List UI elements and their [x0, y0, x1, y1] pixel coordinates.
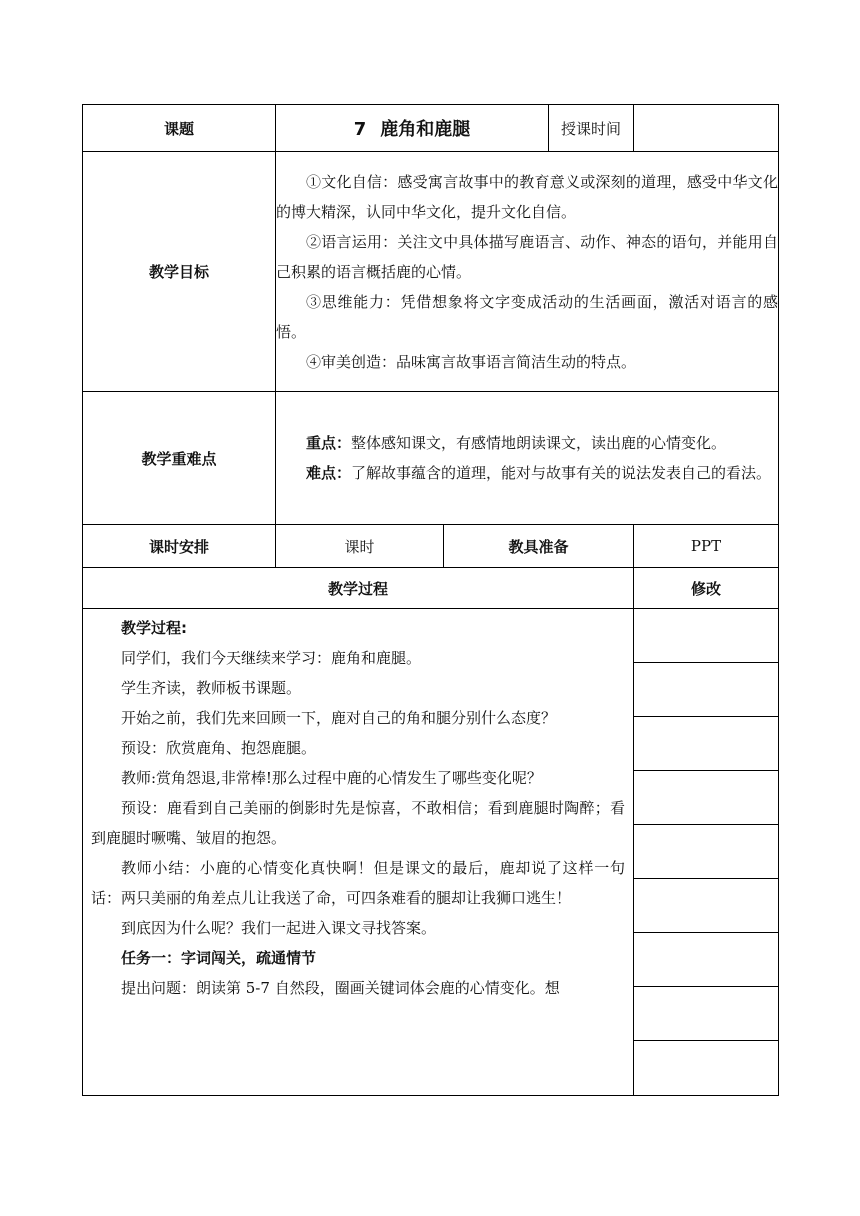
- process-paragraph: 提出问题：朗读第 5-7 自然段，圈画关键词体会鹿的心情变化。想: [121, 979, 560, 997]
- objectives-row: [83, 152, 779, 392]
- edit-box[interactable]: [634, 609, 778, 663]
- edit-box[interactable]: [634, 1041, 778, 1095]
- edit-box[interactable]: [634, 825, 778, 879]
- task-title: 任务一：字词闯关，疏通情节: [121, 949, 317, 967]
- key-points-row: [83, 392, 779, 525]
- key-points-content: [276, 392, 779, 525]
- process-paragraph: 学生齐读，教师板书课题。: [121, 679, 302, 697]
- process-paragraph: 教师:赏角怨退,非常棒!那么过程中鹿的心情发生了哪些变化呢？: [121, 769, 542, 787]
- schedule-row: [83, 525, 779, 568]
- edit-box[interactable]: [634, 879, 778, 933]
- objective-item: ②语言运用：关注文中具体描写鹿语言、动作、神态的语句，并能用自己积累的语言概括鹿的心情。: [276, 232, 778, 281]
- edit-box[interactable]: [634, 771, 778, 825]
- objective-item: ③思维能力：凭借想象将文字变成活动的生活画面，激活对语言的感悟。: [276, 292, 778, 341]
- process-content: [83, 609, 634, 1096]
- edit-header: 修改: [634, 568, 779, 609]
- edit-box[interactable]: [634, 933, 778, 987]
- key-point: [276, 428, 778, 458]
- lesson-plan-table: [82, 104, 779, 1096]
- schedule-value: 课时: [276, 525, 444, 568]
- time-label: 授课时间: [549, 105, 634, 152]
- difficult-point-lead: 难点：: [306, 464, 352, 482]
- key-point-text: 整体感知课文，有感情地朗读课文，读出鹿的心情变化。: [351, 434, 727, 452]
- topic-row: [83, 105, 779, 152]
- edit-box[interactable]: [634, 663, 778, 717]
- edit-box[interactable]: [634, 987, 778, 1041]
- key-points-label: 教学重难点: [83, 392, 276, 525]
- edit-box[interactable]: [634, 717, 778, 771]
- objectives-content: [276, 152, 779, 392]
- lesson-title-cell: [276, 105, 549, 152]
- tools-value: PPT: [634, 525, 779, 568]
- process-paragraph: 预设：鹿看到自己美丽的倒影时先是惊喜，不敢相信；看到鹿腿时陶醉；看到鹿腿时噘嘴、皱眉的抱怨。: [91, 799, 625, 847]
- time-value: [634, 105, 779, 152]
- objectives-label: 教学目标: [83, 152, 276, 392]
- process-intro-lead: 教学过程:: [121, 619, 187, 637]
- key-point-lead: 重点：: [306, 434, 352, 452]
- lesson-title: 鹿角和鹿腿: [380, 119, 471, 140]
- process-paragraph: 教师小结：小鹿的心情变化真快啊！但是课文的最后，鹿却说了这样一句话：两只美丽的角差点儿让我送了命，可四条难看的腿却让我狮口逃生！: [91, 859, 625, 907]
- topic-label: 课题: [83, 105, 276, 152]
- tools-label: 教具准备: [444, 525, 634, 568]
- edit-column: [634, 609, 779, 1096]
- difficult-point-text: 了解故事蕴含的道理，能对与故事有关的说法发表自己的看法。: [351, 464, 772, 482]
- lesson-number: 7: [353, 119, 367, 140]
- schedule-label: 课时安排: [83, 525, 276, 568]
- objective-item: ①文化自信：感受寓言故事中的教育意义或深刻的道理，感受中华文化的博大精深，认同中华文化，提升文化自信。: [276, 172, 778, 221]
- process-header: 教学过程: [83, 568, 634, 609]
- process-intro: [91, 613, 625, 643]
- process-header-row: [83, 568, 779, 609]
- process-paragraph: 开始之前，我们先来回顾一下，鹿对自己的角和腿分别什么态度？: [121, 709, 557, 727]
- process-paragraph: 预设：欣赏鹿角、抱怨鹿腿。: [121, 739, 317, 757]
- difficult-point: [276, 458, 778, 488]
- process-row: [83, 609, 779, 1096]
- process-paragraph: 到底因为什么呢？我们一起进入课文寻找答案。: [121, 919, 437, 937]
- process-paragraph: 同学们，我们今天继续来学习：鹿角和鹿腿。: [121, 649, 422, 667]
- objective-item: ④审美创造：品味寓言故事语言简洁生动的特点。: [306, 352, 637, 371]
